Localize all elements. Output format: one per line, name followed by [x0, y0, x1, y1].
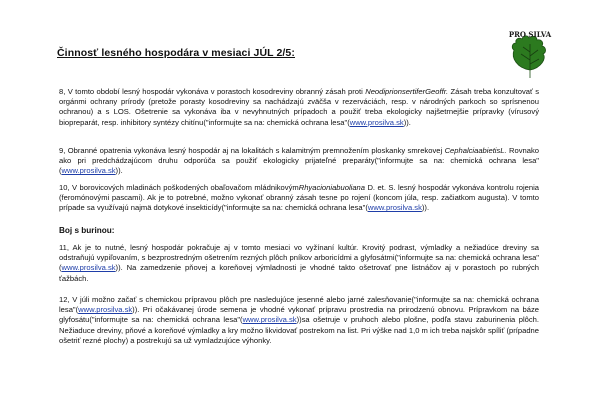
paragraph-8	[59, 87, 539, 128]
text: Zásah treba konzultovať s orgánmi ochrany prírody (pretože porasty kosodreviny sa nachádzajú zväčša v rezerváciách, resp. v národných parkoch so sprísnenou ochranou) a s LOS. Ošetrenie sa vykonáva iba v nevyhnutných prípadoch a použiť treba ekologicky najšetrnejšie prípravky (vírusový biopreparát, resp. inhibitory syntézy chitínu("informujte sa na: chemická ochrana lesa"(	[59, 87, 539, 127]
text: 9, Obranné opatrenia vykonáva lesný hospodár aj na lokalitách s kalamitným premnožením ploskanky smrekovej	[59, 146, 445, 155]
section-heading: Boj s burinou:	[59, 226, 115, 235]
text: )).	[421, 203, 430, 213]
text: ))sa ošetruje v pruhoch alebo plošne, podľa stavu zaburinenia plôch. Nežiaduce dreviny, pňové a koreňové výmladky a kry možno likvidovať postrekom na list. Pri výške nad 1,0 m ich treba najskôr spíliť (prípadne ošetriť rezné plochy) a postrekujú sa už vymladzujúce výhonky.	[59, 315, 539, 345]
prosilva-link[interactable]: www.prosilva.sk	[61, 166, 116, 176]
prosilva-link[interactable]: www.prosilva.sk	[78, 305, 133, 315]
species-name: Rhyacioniabuoliana	[298, 183, 366, 192]
text: D. et. S. lesný hospodár vykonáva kontrolu rojenia (feromónovými pascami). Ak je to potrebné, možno vykonať obranný zásah tesne po rojení (koncom júla, resp. začiatkom augusta). V tomto prípade sa využívajú najmä dotykové insekticídy("informujte sa na: chemická ochrana lesa"(	[59, 183, 540, 213]
text: 8, V tomto období lesný hospodár vykonáva v porastoch kosodreviny obranný zásah proti	[59, 87, 366, 96]
paragraph-11	[59, 243, 539, 284]
text: 12, V júli možno začať s chemickou prípravou plôch pre nasledujúce jesenné alebo jarné zalesňovanie("informujte sa na: chemická ochrana lesa"(	[59, 295, 539, 315]
pro-silva-logo	[505, 30, 555, 80]
page-title: Činnosť lesného hospodára v mesiaci JÚL 2/5:	[57, 47, 295, 59]
text: Rovnako ako pri predchádzajúcom druhu odporúča sa použiť ekologicky prijateľné preparáty("informujte sa na: chemická ochrana lesa"(	[59, 146, 539, 176]
prosilva-link[interactable]: www.prosilva.sk	[349, 117, 404, 127]
text: )).	[403, 117, 411, 127]
text: )).	[115, 166, 123, 176]
species-name: NeodiprionsertiferGeoffr.	[365, 87, 449, 96]
logo-text: PRO SILVA	[508, 30, 552, 39]
paragraph-9	[59, 146, 539, 177]
text: )). Pri očakávanej úrode semena je vhodné vykonať prípravu prostredia na prirodzenú obnovu. Prípravkom na báze glyfosátu("informujte sa na: chemická ochrana lesa"(	[59, 305, 539, 325]
paragraph-10	[59, 183, 539, 214]
text: 11, Ak je to nutné, lesný hospodár pokračuje aj v tomto mesiaci vo vyžínaní kultúr. Krovitý podrast, výmladky a nežiadúce dreviny sa odstraňujú vypiľovaním, s bezprostredným ošetrením rezných plôch pníkov arboricídmi a glyfosátmi("informujte sa na: chemická ochrana lesa"(	[59, 243, 539, 273]
prosilva-link[interactable]: www.prosilva.sk	[242, 315, 297, 325]
text: 10, V borovicových mladinách poškodených obaľovačom mládnikovým	[59, 183, 299, 192]
species-name: CephalciaabietisL.	[444, 146, 507, 155]
text: )). Na zamedzenie pňovej a koreňovej výmladnosti je vhodné takto ošetrovať pne listnáčov aj v porastoch po rubných ťažbách.	[59, 263, 539, 283]
prosilva-link[interactable]: www.prosilva.sk	[61, 263, 116, 273]
paragraph-12	[59, 295, 539, 346]
prosilva-link[interactable]: www.prosilva.sk	[367, 203, 422, 213]
